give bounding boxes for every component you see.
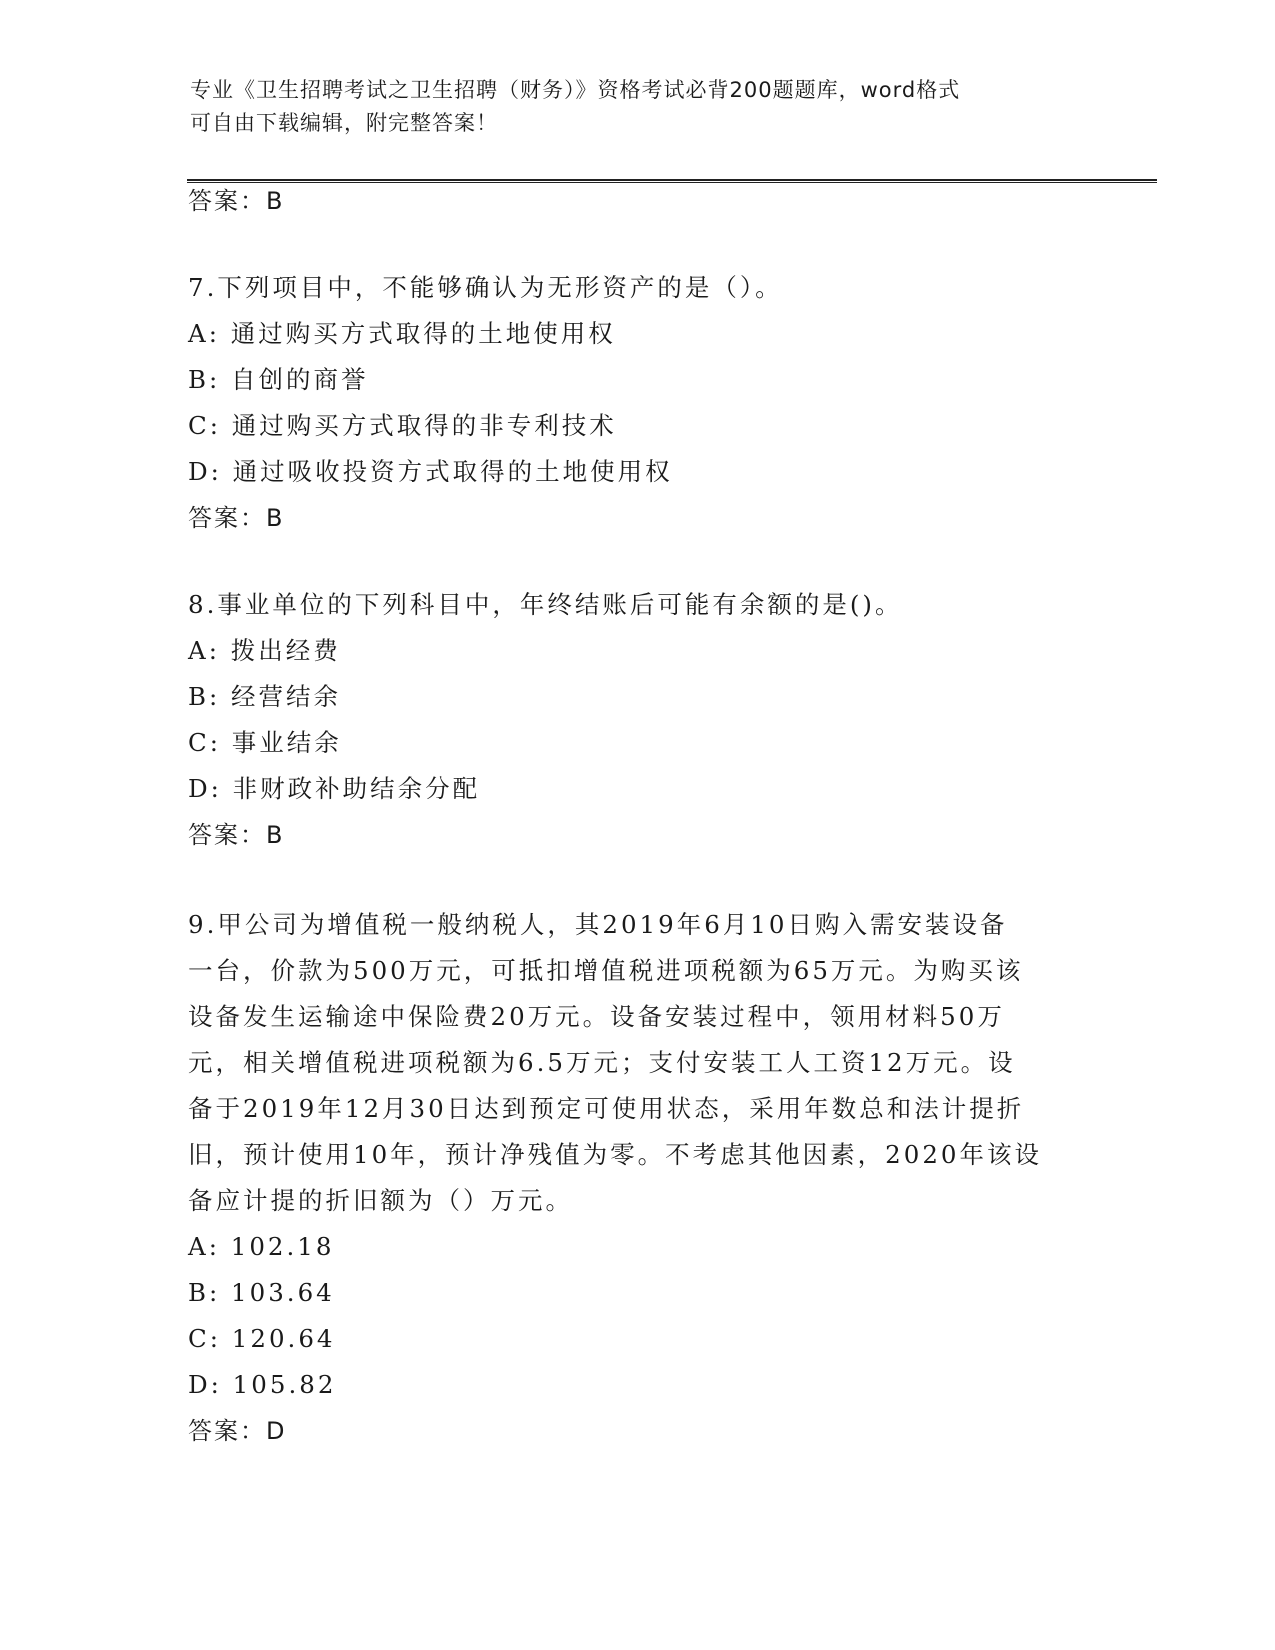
header-line-1: 专业《卫生招聘考试之卫生招聘（财务）》资格考试必背200题题库，word格式 [190,78,961,102]
question-stem-line: 备应计提的折旧额为（）万元。 [188,1186,573,1215]
question-9 [188,902,1088,1454]
answer-label: 答案：B [188,187,285,215]
option-d: D: 105.82 [188,1370,337,1399]
option-c: C: 通过购买方式取得的非专利技术 [188,411,617,440]
question-stem-line: 设备发生运输途中保险费20万元。设备安装过程中，领用材料50万 [188,1002,1005,1031]
document-header [190,74,1090,140]
option-b: B: 经营结余 [188,682,342,711]
question-stem-line: 元，相关增值税进项税额为6.5万元；支付安装工人工资12万元。设 [188,1048,1016,1077]
question-stem-line: 一台，价款为500万元，可抵扣增值税进项税额为65万元。为购买该 [188,956,1024,985]
question-stem: 7.下列项目中，不能够确认为无形资产的是（）。 [188,273,783,302]
question-stem-line: 旧，预计使用10年，预计净残值为零。不考虑其他因素，2020年该设 [188,1140,1043,1169]
option-a: A: 通过购买方式取得的土地使用权 [188,319,616,348]
answer-label: 答案：B [188,504,285,532]
question-7 [188,265,1088,541]
question-8 [188,582,1088,858]
answer-label: 答案：B [188,821,285,849]
previous-question-answer [188,178,1088,224]
option-d: D: 通过吸收投资方式取得的土地使用权 [188,457,673,486]
option-a: A: 拨出经费 [188,636,341,665]
question-stem-line: 9.甲公司为增值税一般纳税人，其2019年6月10日购入需安装设备 [188,910,1008,939]
question-stem: 8.事业单位的下列科目中，年终结账后可能有余额的是()。 [188,590,903,619]
header-line-2: 可自由下载编辑，附完整答案！ [190,111,498,135]
option-b: B: 103.64 [188,1278,335,1307]
option-b: B: 自创的商誉 [188,365,369,394]
option-a: A: 102.18 [188,1232,335,1261]
option-c: C: 事业结余 [188,728,342,757]
option-c: C: 120.64 [188,1324,336,1353]
answer-label: 答案：D [188,1417,287,1445]
question-stem-line: 备于2019年12月30日达到预定可使用状态，采用年数总和法计提折 [188,1094,1025,1123]
option-d: D: 非财政补助结余分配 [188,774,481,803]
